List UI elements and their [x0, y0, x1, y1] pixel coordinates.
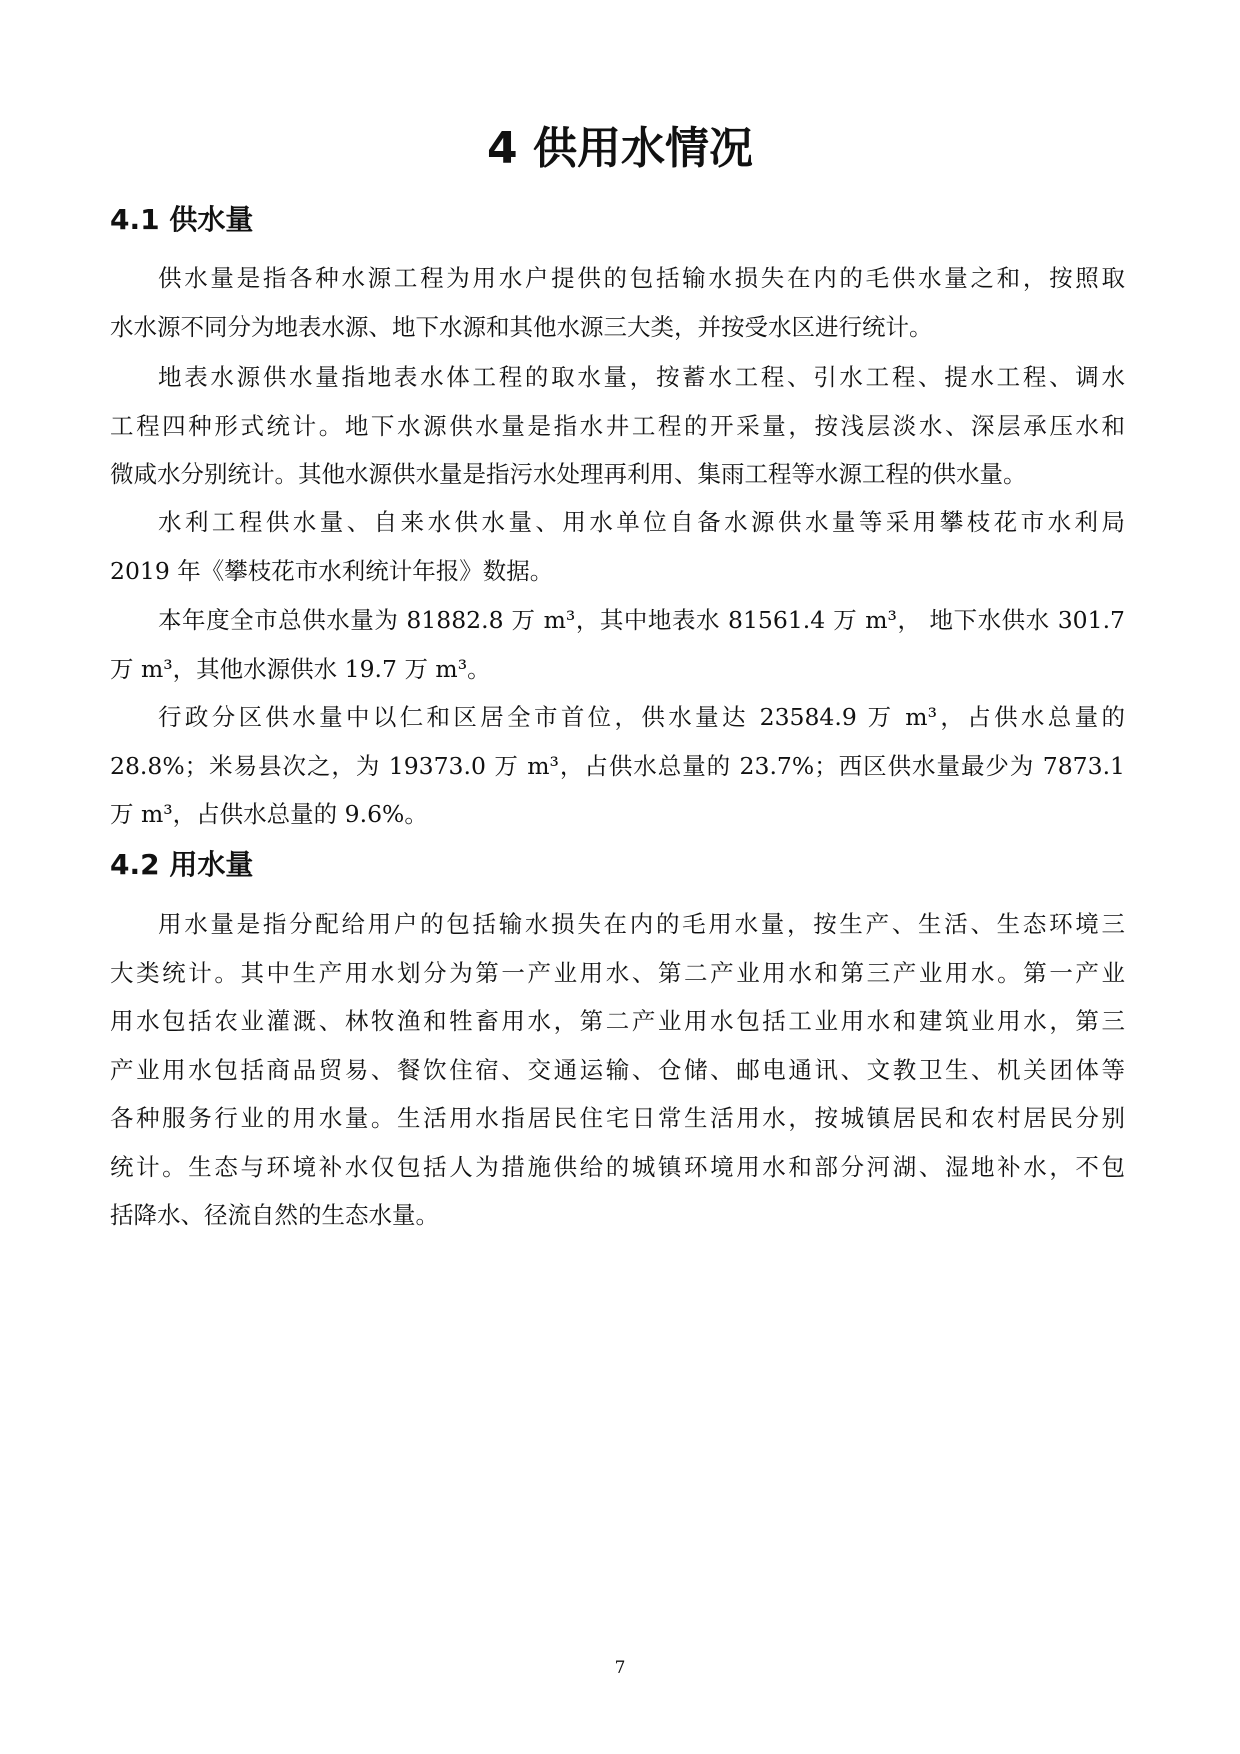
paragraph-line: 工程四种形式统计。地下水源供水量是指水井工程的开采量，按浅层淡水、深层承压水和: [110, 411, 1125, 440]
section-heading-4-2: 4.2 用水量: [110, 848, 254, 881]
chapter-title: 4 供用水情况: [487, 123, 753, 174]
paragraph-line: 微咸水分别统计。其他水源供水量是指污水处理再利用、集雨工程等水源工程的供水量。: [110, 460, 1027, 488]
paragraph: [110, 498, 1125, 595]
paragraph-line: 地表水源供水量指地表水体工程的取水量，按蓄水工程、引水工程、提水工程、调水: [158, 363, 1125, 391]
paragraph: [110, 353, 1125, 499]
paragraph-line: 各种服务行业的用水量。生活用水指居民住宅日常生活用水，按城镇居民和农村居民分别: [110, 1104, 1125, 1132]
paragraph-line: 用水包括农业灌溉、林牧渔和牲畜用水，第二产业用水包括工业用水和建筑业用水，第三: [110, 1007, 1125, 1035]
paragraph: [110, 900, 1125, 1240]
section-heading-4-1: 4.1 供水量: [110, 203, 254, 236]
paragraph-line: 产业用水包括商品贸易、餐饮住宿、交通运输、仓储、邮电通讯、文教卫生、机关团体等: [110, 1055, 1125, 1084]
paragraph-line: 28.8%；米易县次之，为 19373.0 万 m³，占供水总量的 23.7%；西区供水量最少为 7873.1: [110, 751, 1125, 780]
paragraph-line: 供水量是指各种水源工程为用水户提供的包括输水损失在内的毛供水量之和，按照取: [158, 264, 1125, 292]
paragraph: [110, 254, 1125, 351]
paragraph-line: 万 m³，占供水总量的 9.6%。: [110, 800, 428, 828]
paragraph-line: 统计。生态与环境补水仅包括人为措施供给的城镇环境用水和部分河湖、湿地补水，不包: [110, 1152, 1125, 1181]
paragraph: [110, 596, 1125, 693]
paragraph-line: 2019 年《攀枝花市水利统计年报》数据。: [110, 556, 554, 585]
paragraph-line: 本年度全市总供水量为 81882.8 万 m³，其中地表水 81561.4 万 m³， 地下水供水 301.7: [158, 606, 1125, 634]
paragraph-line: 万 m³，其他水源供水 19.7 万 m³。: [110, 654, 491, 683]
paragraph-line: 水利工程供水量、自来水供水量、用水单位自备水源供水量等采用攀枝花市水利局: [158, 508, 1125, 536]
page-number: 7: [614, 1658, 626, 1678]
paragraph-line: 括降水、径流自然的生态水量。: [110, 1201, 439, 1229]
paragraph: [110, 693, 1125, 839]
paragraph-line: 行政分区供水量中以仁和区居全市首位，供水量达 23584.9 万 m³，占供水总量的: [158, 703, 1125, 731]
paragraph-line: 用水量是指分配给用户的包括输水损失在内的毛用水量，按生产、生活、生态环境三: [158, 910, 1125, 938]
paragraph-line: 水水源不同分为地表水源、地下水源和其他水源三大类，并按受水区进行统计。: [110, 312, 933, 341]
paragraph-line: 大类统计。其中生产用水划分为第一产业用水、第二产业用水和第三产业用水。第一产业: [110, 958, 1125, 987]
